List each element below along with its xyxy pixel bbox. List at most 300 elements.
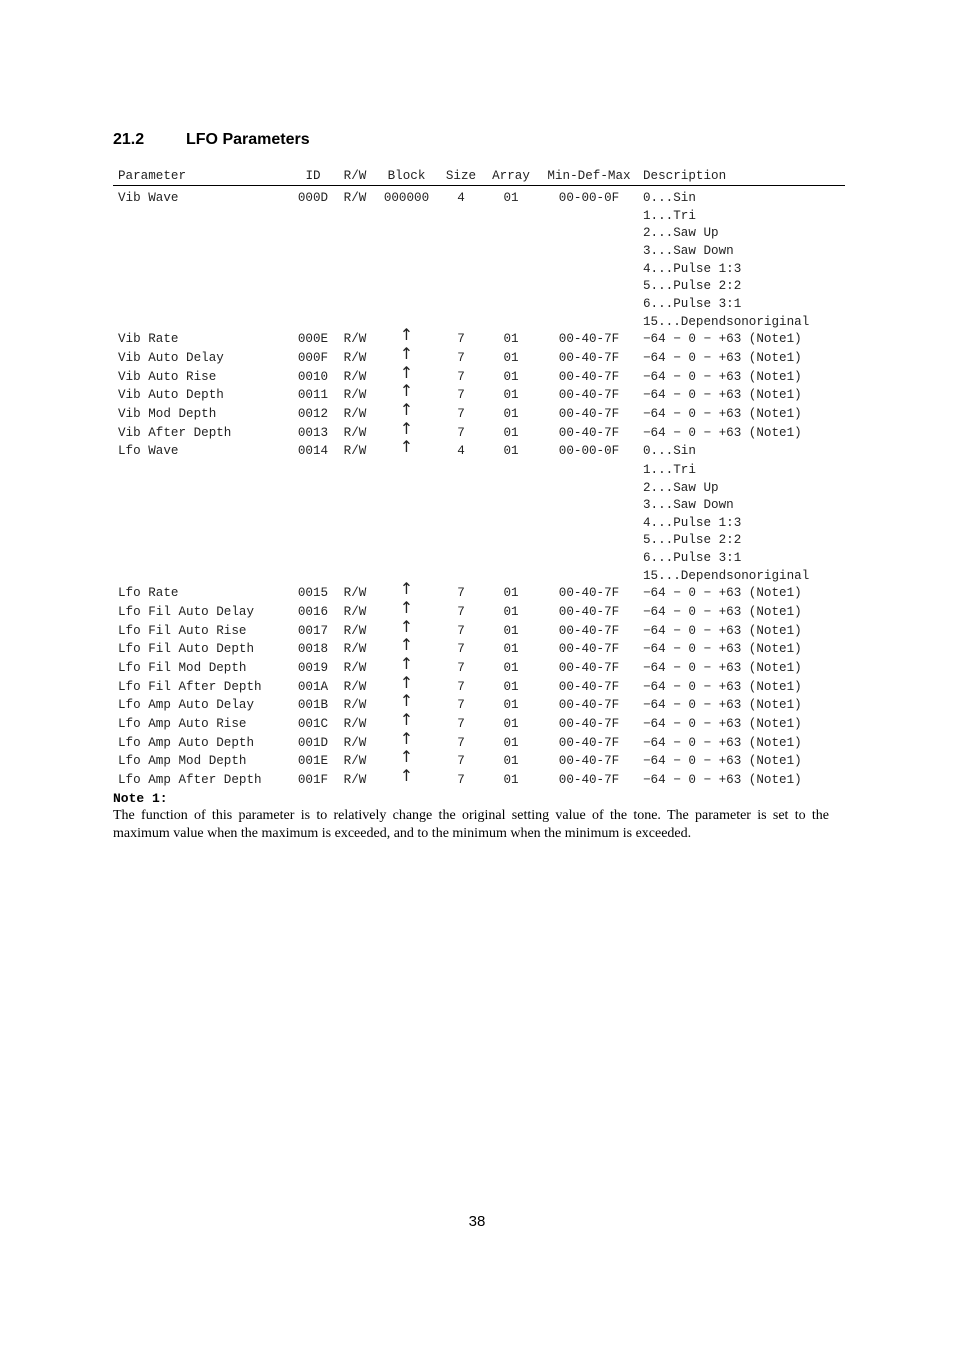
parameter-cell: Lfo Wave [118,444,179,459]
id-cell: 0016 [297,605,329,620]
table-row [113,350,845,369]
size-cell [439,296,483,314]
table-body [113,186,845,791]
range-cell: 00-40-7F [558,369,620,384]
column-header-id: ID [290,163,336,186]
section-title: LFO Parameters [186,131,310,148]
range-cell [539,225,639,243]
description-cell: 6...Pulse 3:1 [643,296,742,311]
up-arrow-icon: ↑ [399,362,414,382]
rw-cell: R/W [343,717,367,732]
rw-cell [336,296,374,314]
parameter-cell: Vib Auto Depth [118,388,224,403]
size-cell [439,550,483,568]
rw-cell [336,314,374,332]
size-cell [439,225,483,243]
range-cell: 00-40-7F [558,773,620,787]
rw-cell: R/W [343,406,367,421]
table-row [113,550,845,568]
description-cell: −64 − 0 − +63 (Note1) [643,735,802,750]
range-cell [539,296,639,314]
parameter-cell [113,497,290,515]
array-cell: 01 [503,425,519,440]
id-cell: 0019 [297,661,329,676]
description-cell: 5...Pulse 2:2 [643,533,742,548]
up-arrow-icon: ↑ [399,343,414,363]
id-cell [290,261,336,279]
parameter-cell [113,261,290,279]
parameter-cell: Lfo Amp Auto Depth [118,735,255,750]
id-cell: 001B [297,698,329,713]
table-row [113,243,845,261]
range-cell: 00-40-7F [558,679,620,694]
up-arrow-icon: ↑ [399,437,414,457]
id-cell: 0011 [297,388,329,403]
range-cell: 00-40-7F [558,623,620,638]
table-row [113,480,845,498]
array-cell: 01 [503,661,519,676]
block-cell [374,278,439,296]
table-header-row [113,163,845,186]
section-number: 21.2 [113,131,145,148]
id-cell [290,568,336,586]
range-cell: 00-40-7F [558,350,620,365]
up-arrow-icon: ↑ [399,654,414,674]
array-cell: 01 [503,754,519,769]
array-cell: 01 [503,605,519,620]
id-cell: 001A [297,679,329,694]
range-cell [539,243,639,261]
table-row [113,186,845,208]
id-cell [290,225,336,243]
size-cell: 7 [457,369,465,384]
table-row [113,697,845,716]
description-cell: 15...Dependsonoriginal [643,568,810,583]
rw-cell: R/W [343,191,367,205]
array-cell: 01 [503,623,519,638]
parameter-cell [113,208,290,226]
up-arrow-icon: ↑ [399,399,414,419]
page-number: 38 [468,1213,486,1230]
column-header-min-def-max: Min-Def-Max [539,163,639,186]
description-cell: 2...Saw Up [643,480,719,495]
up-arrow-icon: ↑ [399,418,414,438]
parameter-cell: Vib Mod Depth [118,406,217,421]
block-cell [374,462,439,480]
description-cell: −64 − 0 − +63 (Note1) [643,661,802,676]
table-row [113,679,845,698]
column-header-description: Description [639,163,845,186]
parameter-cell: Lfo Amp Auto Delay [118,698,255,713]
up-arrow-icon: ↑ [399,635,414,655]
id-cell: 0012 [297,406,329,421]
size-cell: 7 [457,642,465,657]
column-header-size: Size [439,163,483,186]
table-row [113,585,845,604]
parameter-cell: Lfo Amp Auto Rise [118,717,247,732]
array-cell: 01 [503,679,519,694]
parameter-cell: Lfo Fil Auto Rise [118,623,247,638]
description-cell: −64 − 0 − +63 (Note1) [643,717,802,732]
table-row [113,660,845,679]
id-cell: 0015 [297,586,329,601]
size-cell: 7 [457,661,465,676]
rw-cell: R/W [343,642,367,657]
parameter-cell [113,480,290,498]
description-cell: −64 − 0 − +63 (Note1) [643,773,802,787]
id-cell [290,462,336,480]
description-cell: −64 − 0 − +63 (Note1) [643,754,802,769]
table-row [113,225,845,243]
description-cell: 15...Dependsonoriginal [643,314,810,329]
range-cell: 00-40-7F [558,735,620,750]
description-cell: 4...Pulse 1:3 [643,515,742,530]
up-arrow-icon: ↑ [399,616,414,636]
parameter-cell: Vib After Depth [118,425,232,440]
id-cell: 001C [297,717,329,732]
column-header-array: Array [483,163,539,186]
array-cell: 01 [503,586,519,601]
size-cell [439,243,483,261]
up-arrow-icon: ↑ [399,766,414,785]
description-cell: 3...Saw Down [643,243,734,258]
description-cell: 5...Pulse 2:2 [643,279,742,294]
rw-cell: R/W [343,425,367,440]
table-row [113,208,845,226]
array-cell: 01 [503,642,519,657]
description-cell: 0...Sin [643,191,696,205]
range-cell [539,278,639,296]
id-cell: 001D [297,735,329,750]
rw-cell [336,550,374,568]
up-arrow-icon: ↑ [399,728,414,748]
table-row [113,772,845,791]
column-header-block: Block [374,163,439,186]
rw-cell [336,480,374,498]
id-cell [290,296,336,314]
size-cell: 7 [457,773,465,787]
table-row [113,716,845,735]
size-cell: 7 [457,754,465,769]
id-cell: 000F [297,350,329,365]
note-title: Note 1: [113,791,168,806]
size-cell [439,462,483,480]
parameter-cell: Lfo Fil After Depth [118,679,262,694]
block-cell: 000000 [383,191,430,205]
range-cell [539,480,639,498]
size-cell [439,261,483,279]
description-cell: 1...Tri [643,462,696,477]
id-cell: 001F [297,773,329,787]
table-row [113,641,845,660]
rw-cell: R/W [343,605,367,620]
id-cell [290,515,336,533]
array-cell: 01 [503,406,519,421]
rw-cell: R/W [343,698,367,713]
block-cell [374,296,439,314]
size-cell [439,314,483,332]
description-cell: 3...Saw Down [643,498,734,513]
column-header-rw: R/W [336,163,374,186]
id-cell: 0010 [297,369,329,384]
description-cell: −64 − 0 − +63 (Note1) [643,679,802,694]
rw-cell: R/W [343,350,367,365]
rw-cell: R/W [343,661,367,676]
rw-cell [336,225,374,243]
array-cell: 01 [503,444,519,459]
rw-cell: R/W [343,679,367,694]
id-cell: 000D [297,191,329,205]
parameter-cell [113,243,290,261]
range-cell: 00-40-7F [558,754,620,769]
size-cell: 7 [457,406,465,421]
description-cell: 6...Pulse 3:1 [643,551,742,566]
note-body: The function of this parameter is to relatively change the original setting value of the tone. The parameter is set to the maximum value when the maximum is exceeded, and to the minimum when the minimum is exceeded. [113,808,829,841]
rw-cell: R/W [343,586,367,601]
table-row [113,296,845,314]
size-cell: 7 [457,350,465,365]
array-cell: 01 [503,369,519,384]
block-cell [374,208,439,226]
range-cell: 00-40-7F [558,661,620,676]
description-cell: −64 − 0 − +63 (Note1) [643,406,802,421]
description-cell: −64 − 0 − +63 (Note1) [643,642,802,657]
block-cell [374,261,439,279]
id-cell: 0018 [297,642,329,657]
rw-cell: R/W [343,369,367,384]
parameter-cell: Lfo Amp Mod Depth [118,754,247,769]
up-arrow-icon: ↑ [399,381,414,401]
array-cell [483,497,539,515]
rw-cell: R/W [343,388,367,403]
parameter-cell [113,532,290,550]
range-cell: 00-40-7F [558,717,620,732]
range-cell: 00-40-7F [558,332,620,347]
range-cell [539,208,639,226]
id-cell: 000E [297,332,329,347]
size-cell: 7 [457,623,465,638]
block-cell [374,550,439,568]
size-cell: 4 [457,444,465,459]
range-cell [539,532,639,550]
array-cell [483,462,539,480]
id-cell: 001E [297,754,329,769]
parameter-cell [113,568,290,586]
array-cell: 01 [503,388,519,403]
table-row [113,387,845,406]
up-arrow-icon: ↑ [399,579,414,599]
up-arrow-icon: ↑ [399,710,414,730]
size-cell: 7 [457,425,465,440]
up-arrow-icon: ↑ [399,325,414,345]
description-cell: −64 − 0 − +63 (Note1) [643,388,802,403]
table-row [113,278,845,296]
range-cell: 00-40-7F [558,698,620,713]
same-as-above-arrow-icon [374,437,439,462]
array-cell [483,568,539,586]
size-cell [439,532,483,550]
parameter-cell [113,225,290,243]
table-row [113,462,845,480]
array-cell: 01 [503,773,519,787]
id-cell [290,243,336,261]
rw-cell [336,208,374,226]
description-cell: −64 − 0 − +63 (Note1) [643,586,802,601]
parameter-cell [113,296,290,314]
array-cell [483,208,539,226]
size-cell [439,515,483,533]
id-cell: 0017 [297,623,329,638]
array-cell [483,296,539,314]
array-cell [483,243,539,261]
array-cell: 01 [503,191,519,205]
range-cell: 00-00-0F [558,444,620,459]
parameter-cell [113,462,290,480]
same-as-above-arrow-icon [374,766,439,791]
description-cell: −64 − 0 − +63 (Note1) [643,425,802,440]
array-cell [483,261,539,279]
block-cell [374,480,439,498]
rw-cell: R/W [343,444,367,459]
size-cell: 7 [457,679,465,694]
id-cell [290,278,336,296]
size-cell: 4 [457,191,465,205]
table-row [113,532,845,550]
rw-cell [336,278,374,296]
range-cell: 00-00-0F [558,191,620,205]
section-heading [113,131,310,149]
rw-cell: R/W [343,754,367,769]
up-arrow-icon: ↑ [399,598,414,618]
description-cell: 2...Saw Up [643,226,719,241]
parameter-cell: Lfo Fil Auto Delay [118,605,255,620]
table-row [113,515,845,533]
table-row [113,406,845,425]
id-cell [290,208,336,226]
table-row [113,623,845,642]
array-cell [483,550,539,568]
block-cell [374,515,439,533]
block-cell [374,243,439,261]
range-cell [539,497,639,515]
id-cell [290,532,336,550]
array-cell [483,532,539,550]
rw-cell [336,515,374,533]
range-cell: 00-40-7F [558,406,620,421]
array-cell [483,225,539,243]
rw-cell [336,568,374,586]
parameter-cell: Vib Auto Rise [118,369,217,384]
up-arrow-icon: ↑ [399,747,414,767]
lfo-parameters-table [113,163,845,791]
rw-cell: R/W [343,332,367,347]
description-cell: 0...Sin [643,444,696,459]
description-cell: 1...Tri [643,208,696,223]
parameter-cell [113,314,290,332]
size-cell: 7 [457,605,465,620]
array-cell: 01 [503,717,519,732]
array-cell [483,480,539,498]
description-cell: −64 − 0 − +63 (Note1) [643,350,802,365]
rw-cell [336,462,374,480]
size-cell [439,278,483,296]
parameter-cell [113,515,290,533]
range-cell [539,462,639,480]
table-row [113,425,845,444]
rw-cell [336,532,374,550]
rw-cell: R/W [343,735,367,750]
description-cell: −64 − 0 − +63 (Note1) [643,623,802,638]
size-cell: 7 [457,332,465,347]
table-row [113,497,845,515]
parameter-cell: Vib Auto Delay [118,350,224,365]
description-cell: −64 − 0 − +63 (Note1) [643,332,802,347]
description-cell: −64 − 0 − +63 (Note1) [643,698,802,713]
table-row [113,753,845,772]
parameter-cell [113,278,290,296]
range-cell [539,568,639,586]
table-row [113,261,845,279]
array-cell: 01 [503,350,519,365]
range-cell [539,515,639,533]
array-cell: 01 [503,698,519,713]
up-arrow-icon: ↑ [399,672,414,692]
parameter-cell: Lfo Fil Mod Depth [118,661,247,676]
size-cell: 7 [457,586,465,601]
range-cell: 00-40-7F [558,605,620,620]
parameter-cell: Lfo Amp After Depth [118,773,262,787]
description-cell: −64 − 0 − +63 (Note1) [643,369,802,384]
range-cell: 00-40-7F [558,388,620,403]
array-cell [483,278,539,296]
array-cell: 01 [503,735,519,750]
rw-cell: R/W [343,623,367,638]
block-cell [374,532,439,550]
parameter-cell: Lfo Fil Auto Depth [118,642,255,657]
parameter-cell: Vib Rate [118,332,179,347]
block-cell [374,225,439,243]
table-row [113,443,845,462]
size-cell: 7 [457,388,465,403]
range-cell: 00-40-7F [558,642,620,657]
table-row [113,735,845,754]
id-cell [290,314,336,332]
range-cell: 00-40-7F [558,586,620,601]
range-cell [539,314,639,332]
up-arrow-icon: ↑ [399,691,414,711]
size-cell: 7 [457,698,465,713]
table-row [113,369,845,388]
range-cell: 00-40-7F [558,425,620,440]
table-header [113,163,845,186]
array-cell [483,314,539,332]
parameter-cell [113,550,290,568]
size-cell: 7 [457,735,465,750]
table-row [113,331,845,350]
rw-cell [336,261,374,279]
range-cell [539,550,639,568]
description-cell: 4...Pulse 1:3 [643,261,742,276]
id-cell: 0013 [297,425,329,440]
size-cell [439,208,483,226]
description-cell: −64 − 0 − +63 (Note1) [643,605,802,620]
note-block [113,791,829,843]
rw-cell [336,497,374,515]
array-cell: 01 [503,332,519,347]
table-row [113,314,845,332]
table-row [113,604,845,623]
id-cell: 0014 [297,444,329,459]
